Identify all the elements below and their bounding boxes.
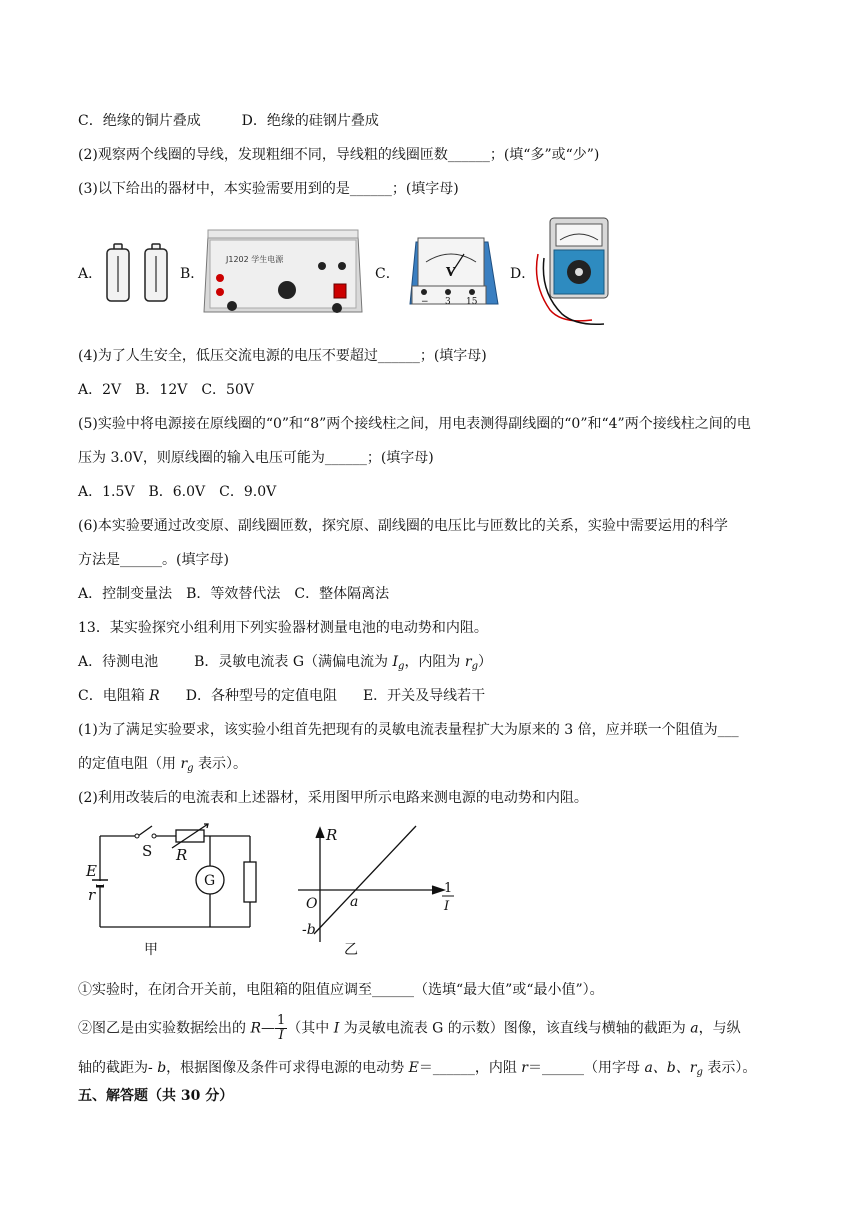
svg-text:R: R bbox=[326, 826, 338, 844]
q12-part5-line2: 压为 3.0V，则原线圈的输入电压可能为______；(填字母) bbox=[78, 450, 434, 466]
svg-text:G: G bbox=[204, 873, 216, 889]
q12-part4: (4)为了人生安全，低压交流电源的电压不要超过______；(填字母) bbox=[78, 348, 487, 364]
section-5-heading: 五、解答题（共 30 分） bbox=[78, 1088, 234, 1104]
battery-icon bbox=[107, 244, 129, 301]
battery-icon bbox=[145, 244, 167, 301]
voltage-knob-icon bbox=[278, 281, 296, 299]
svg-text:a: a bbox=[350, 894, 359, 910]
power-supply-label: J1202 学生电源 bbox=[226, 255, 284, 264]
option-c-copper: C．绝缘的铜片叠成 D．绝缘的硅钢片叠成 bbox=[78, 113, 379, 129]
q12-part2: (2)观察两个线圈的导线，发现粗细不同，导线粗的线圈匝数______；(填“多”或“少”) bbox=[78, 147, 600, 163]
svg-text:r: r bbox=[88, 886, 96, 904]
q12-part4-options: A．2V B．12V C．50V bbox=[78, 382, 254, 398]
q12-part6-line1: (6)本实验要通过改变原、副线圈匝数，探究原、副线圈的电压比与匝数比的关系，实验中需要运用的科学 bbox=[78, 518, 728, 534]
option-d-silicon-steel: D．绝缘的硅钢片叠成 bbox=[241, 113, 379, 129]
q12-part5-options: A．1.5V B．6.0V C．9.0V bbox=[78, 484, 277, 500]
svg-text:甲: 甲 bbox=[144, 942, 158, 958]
image-label-a: A． bbox=[78, 266, 103, 282]
r-inverse-i-graph bbox=[292, 822, 472, 966]
svg-text:乙: 乙 bbox=[344, 942, 358, 958]
image-label-b: B． bbox=[180, 266, 205, 282]
q12-part3: (3)以下给出的器材中，本实验需要用到的是______；(填字母) bbox=[78, 181, 459, 197]
svg-text:3: 3 bbox=[445, 297, 451, 307]
svg-text:-b: -b bbox=[302, 922, 316, 938]
batteries-image bbox=[104, 240, 174, 308]
voltmeter-letter: V bbox=[446, 265, 456, 279]
voltmeter-image bbox=[408, 232, 500, 316]
svg-text:−: − bbox=[421, 297, 429, 307]
q13-step2-cont: 轴的截距为- b，根据图像及条件可求得电源的电动势 E＝______，内阻 r＝______（用字母 a、b、$r_g$ 表示）。 bbox=[78, 1060, 757, 1078]
q12-part5-line1: (5)实验中将电源接在原线圈的“0”和“8”两个接线柱之间，用电表测得副线圈的“0”和“4”两个接线柱之间的电 bbox=[78, 416, 751, 432]
q13-part1-line2: 的定值电阻（用 $r_g$ 表示）。 bbox=[78, 756, 248, 774]
svg-text:15: 15 bbox=[466, 297, 478, 307]
switch-icon bbox=[334, 284, 346, 298]
image-label-d: D． bbox=[510, 266, 536, 282]
svg-text:R: R bbox=[176, 846, 188, 864]
multimeter-image bbox=[532, 214, 612, 330]
svg-text:O: O bbox=[306, 896, 318, 912]
q13-step1: ①实验时，在闭合开关前，电阻箱的阻值应调至______（选填“最大值”或“最小值”）。 bbox=[78, 982, 604, 998]
q12-part6-line2: 方法是______。(填字母) bbox=[78, 552, 229, 568]
q13-options-cde: C．电阻箱 R D．各种型号的定值电阻 E．开关及导线若干 bbox=[78, 688, 486, 704]
svg-text:1: 1 bbox=[444, 881, 453, 896]
svg-text:E: E bbox=[86, 862, 97, 880]
image-label-c: C． bbox=[375, 266, 400, 282]
svg-text:S: S bbox=[142, 842, 153, 860]
q13-part1-line1: (1)为了满足实验要求，该实验小组首先把现有的灵敏电流表量程扩大为原来的 3 倍，应并联一个阻值为___ bbox=[78, 722, 739, 738]
student-power-supply-image bbox=[202, 222, 364, 326]
q12-part6-options: A．控制变量法 B．等效替代法 C．整体隔离法 bbox=[78, 586, 390, 602]
svg-text:I: I bbox=[444, 899, 450, 914]
circuit-diagram bbox=[80, 822, 270, 966]
q13-step2: ②图乙是由实验数据绘出的 R— $\frac{1}{I}$ （其中 I 为灵敏电流表 G 的示数）图像，该直线与横轴的截距为 a，与纵 bbox=[78, 1013, 741, 1043]
q13-stem: 13．某实验探究小组利用下列实验器材测量电池的电动势和内阻。 bbox=[78, 620, 488, 636]
q13-options-ab: A．待测电池 B．灵敏电流表 G（满偏电流为 $I_g$，内阻为 $r_g$） bbox=[78, 654, 492, 672]
q13-part2: (2)利用改装后的电流表和上述器材，采用图甲所示电路来测电源的电动势和内阻。 bbox=[78, 790, 588, 806]
